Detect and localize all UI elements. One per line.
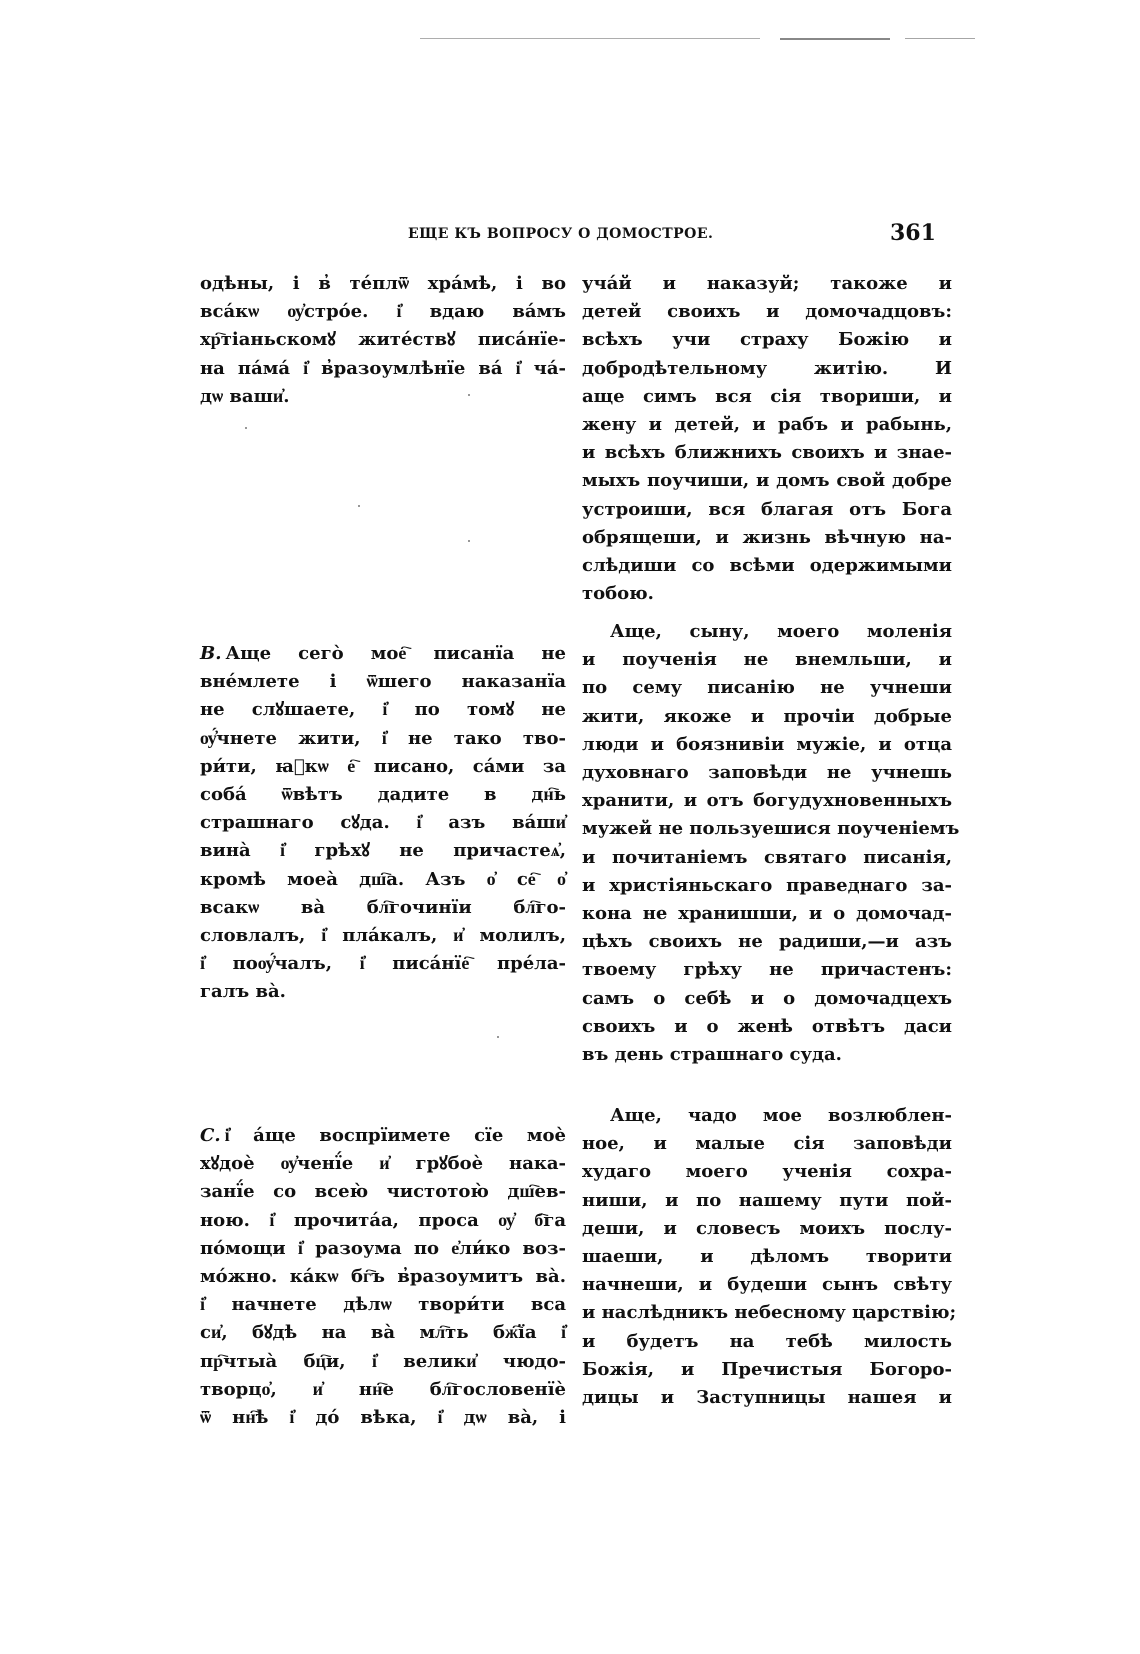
text-line: и христіяньскаго праведнаго за-: [582, 874, 952, 896]
russian-paragraph-3: [582, 1102, 957, 1412]
text-line: своихъ и о женѣ отвѣтъ даси: [582, 1015, 952, 1037]
text-line-content: Аще сего̀ мое҇ писанїа не: [225, 643, 566, 664]
text-line: шаеши, и дѣломъ творити: [582, 1246, 952, 1268]
text-line: одѣны, і в̓ те́плѿ хра́мѣ, і во: [200, 273, 566, 294]
text-line: по сему писанію не учнеши: [582, 677, 952, 699]
section-marker: С.: [200, 1125, 221, 1146]
text-line: ѹ҆́чнете жити, і҆ не тако тво-: [200, 727, 566, 749]
text-line: мо́жно. ка́кѡ бг҇ъ в̓разоумитъ ва̀.: [200, 1266, 566, 1288]
text-line: хꙋдоѐ ѹ҆ченї́е и҆ грꙋбоѐ нака-: [200, 1153, 566, 1175]
text-line: дицы и Заступницы нашея и: [582, 1387, 952, 1409]
text-line: и будетъ на тебѣ милость: [582, 1330, 952, 1352]
running-head: ЕЩЕ КЪ ВОПРОСУ О ДОМОСТРОЕ.: [408, 226, 714, 242]
text-line: аще симъ вся сія твориши, и: [582, 385, 952, 407]
text-line: деши, и словесъ моихъ послу-: [582, 1217, 952, 1239]
page-number: 361: [890, 220, 936, 246]
text-line: тобою.: [582, 583, 654, 605]
text-line: дѡ ваши҆.: [200, 385, 290, 407]
text-line: галъ ва̀.: [200, 981, 286, 1003]
text-line: и всѣхъ ближнихъ своихъ и знае-: [582, 442, 952, 464]
text-line: не слꙋшаете, і҆ по томꙋ не: [200, 699, 566, 721]
text-line: Аще, чадо мое возлюблен-: [610, 1105, 952, 1126]
text-line: творцо҆, и҆ нн҇е бл҇гословенїѐ: [200, 1378, 566, 1400]
text-line: кона не хранишши, и о домочад-: [582, 903, 952, 925]
text-line: страшнаго сꙋда. і҆ азъ ва́ши҆: [200, 812, 566, 834]
text-line: хр҇тіаньскомꙋ жите́ствꙋ писа́нїе-: [200, 329, 566, 351]
russian-paragraph-2: [582, 618, 960, 1069]
text-line: [200, 640, 566, 668]
text-line: жену и детей, и рабъ и рабынь,: [582, 414, 952, 436]
text-line: кромѣ моеа̀ дш҇а. Азъ о҆ се҇ о҆: [200, 868, 566, 890]
scan-speck: [497, 1036, 499, 1038]
text-line: начнеши, и будеши сынъ свѣту: [582, 1274, 952, 1296]
scan-edge-rule: [420, 38, 760, 39]
text-line-content: і҆ а́ще воспрїимете сїе моѐ: [224, 1125, 566, 1146]
scan-edge-rule: [905, 38, 975, 39]
text-line: худаго моего ученія сохра-: [582, 1161, 952, 1183]
church-slavonic-block-c: [200, 1122, 566, 1432]
text-line: мыхъ поучиши, и домъ свой добре: [582, 470, 952, 492]
text-line: Божія, и Пречистыя Богоро-: [582, 1358, 952, 1380]
text-line: всѣхъ учи страху Божію и: [582, 329, 952, 351]
text-line: і҆ начнете дѣлѡ твори́ти вса: [200, 1294, 566, 1316]
text-line: си҆, бꙋдѣ на ва̀ мл҇ть бж҇їа і҆: [200, 1322, 566, 1344]
section-marker: В.: [200, 643, 222, 664]
scan-speck: [245, 427, 247, 429]
text-line: словлалъ, і҆ пла́калъ, и҆ молилъ,: [200, 925, 566, 947]
text-line: ное, и малые сія заповѣди: [582, 1133, 952, 1155]
text-line: уча́й и наказуй; такоже и: [582, 273, 952, 294]
text-line: хранити, и отъ богудухновенныхъ: [582, 790, 952, 812]
text-line: ниши, и по нашему пути пой-: [582, 1189, 952, 1211]
text-line: самъ о себѣ и о домочадцехъ: [582, 987, 952, 1009]
text-line: і҆ поѹ҆́чалъ, і҆ писа́нїе҇ пре́ла-: [200, 953, 566, 975]
scan-edge-rule: [780, 38, 890, 40]
text-line: ри́ти, ꙗ҆кѡ е҇ писано, са́ми за: [200, 755, 566, 777]
text-line: на па́ма́ і҆ в̓разоумлѣнїе ва́ і҆ ча́-: [200, 357, 566, 379]
text-line: мужей не пользуешися поученіемъ: [582, 818, 960, 840]
church-slavonic-block-a: [200, 270, 566, 411]
text-line: по́мощи і҆ разоума по е҆ли́ко воз-: [200, 1237, 566, 1259]
text-line: пр҇чтыа̀ бц҇и, і҆ велики҆ чюдо-: [200, 1350, 566, 1372]
text-line: и наслѣдникъ небесному царствію;: [582, 1302, 957, 1324]
text-line: всакѡ ва̀ бл҇гочинїи бл҇го-: [200, 896, 566, 918]
russian-paragraph-1: [582, 270, 952, 608]
text-line: цѣхъ своихъ не радиши,—и азъ: [582, 931, 952, 953]
text-line: вина̀ і҆ грѣхꙋ не причастеѧ҆,: [200, 840, 566, 862]
text-line: соба́ ѿвѣтъ дадите в дн҇ь: [200, 784, 566, 806]
text-line: люди и боязнивіи мужіе, и отца: [582, 733, 952, 755]
text-line: и поученія не внемльши, и: [582, 649, 952, 671]
church-slavonic-block-b: [200, 640, 566, 1007]
text-line: ною. і҆ прочита́а, проса ѹ҆ б҇га: [200, 1209, 566, 1231]
text-line: слѣдиши со всѣми одержимыми: [582, 555, 952, 577]
text-line: детей своихъ и домочадцовъ:: [582, 301, 952, 323]
text-line: вне́млете і ѿшего наказанїа: [200, 671, 566, 693]
text-line: вса́кѡ ѹ҆стро́е. і҆ вдаю ва́мъ: [200, 301, 566, 323]
scan-speck: [358, 505, 360, 507]
text-line: твоему грѣху не причастенъ:: [582, 959, 952, 981]
text-line: и почитаніемъ святаго писанія,: [582, 846, 952, 868]
text-line: духовнаго заповѣди не учнешь: [582, 762, 952, 784]
text-line: Аще, сыну, моего моленія: [610, 621, 952, 642]
text-line: устроиши, вся благая отъ Бога: [582, 498, 952, 520]
text-line: ѿ нн҇ѣ і҆ до́ вѣка, і҆ дѡ ва̀, і: [200, 1407, 566, 1429]
text-line: жити, якоже и прочіи добрые: [582, 705, 952, 727]
text-line: добродѣтельному житію. И: [582, 357, 952, 379]
text-line: обрящеши, и жизнь вѣчную на-: [582, 526, 952, 548]
scan-speck: [468, 540, 470, 542]
scan-speck: [468, 394, 470, 396]
text-line: [200, 1122, 566, 1150]
text-line: занї́е со всею̀ чистотою̀ дш҇ев-: [200, 1181, 566, 1203]
text-line: въ день страшнаго суда.: [582, 1044, 842, 1066]
